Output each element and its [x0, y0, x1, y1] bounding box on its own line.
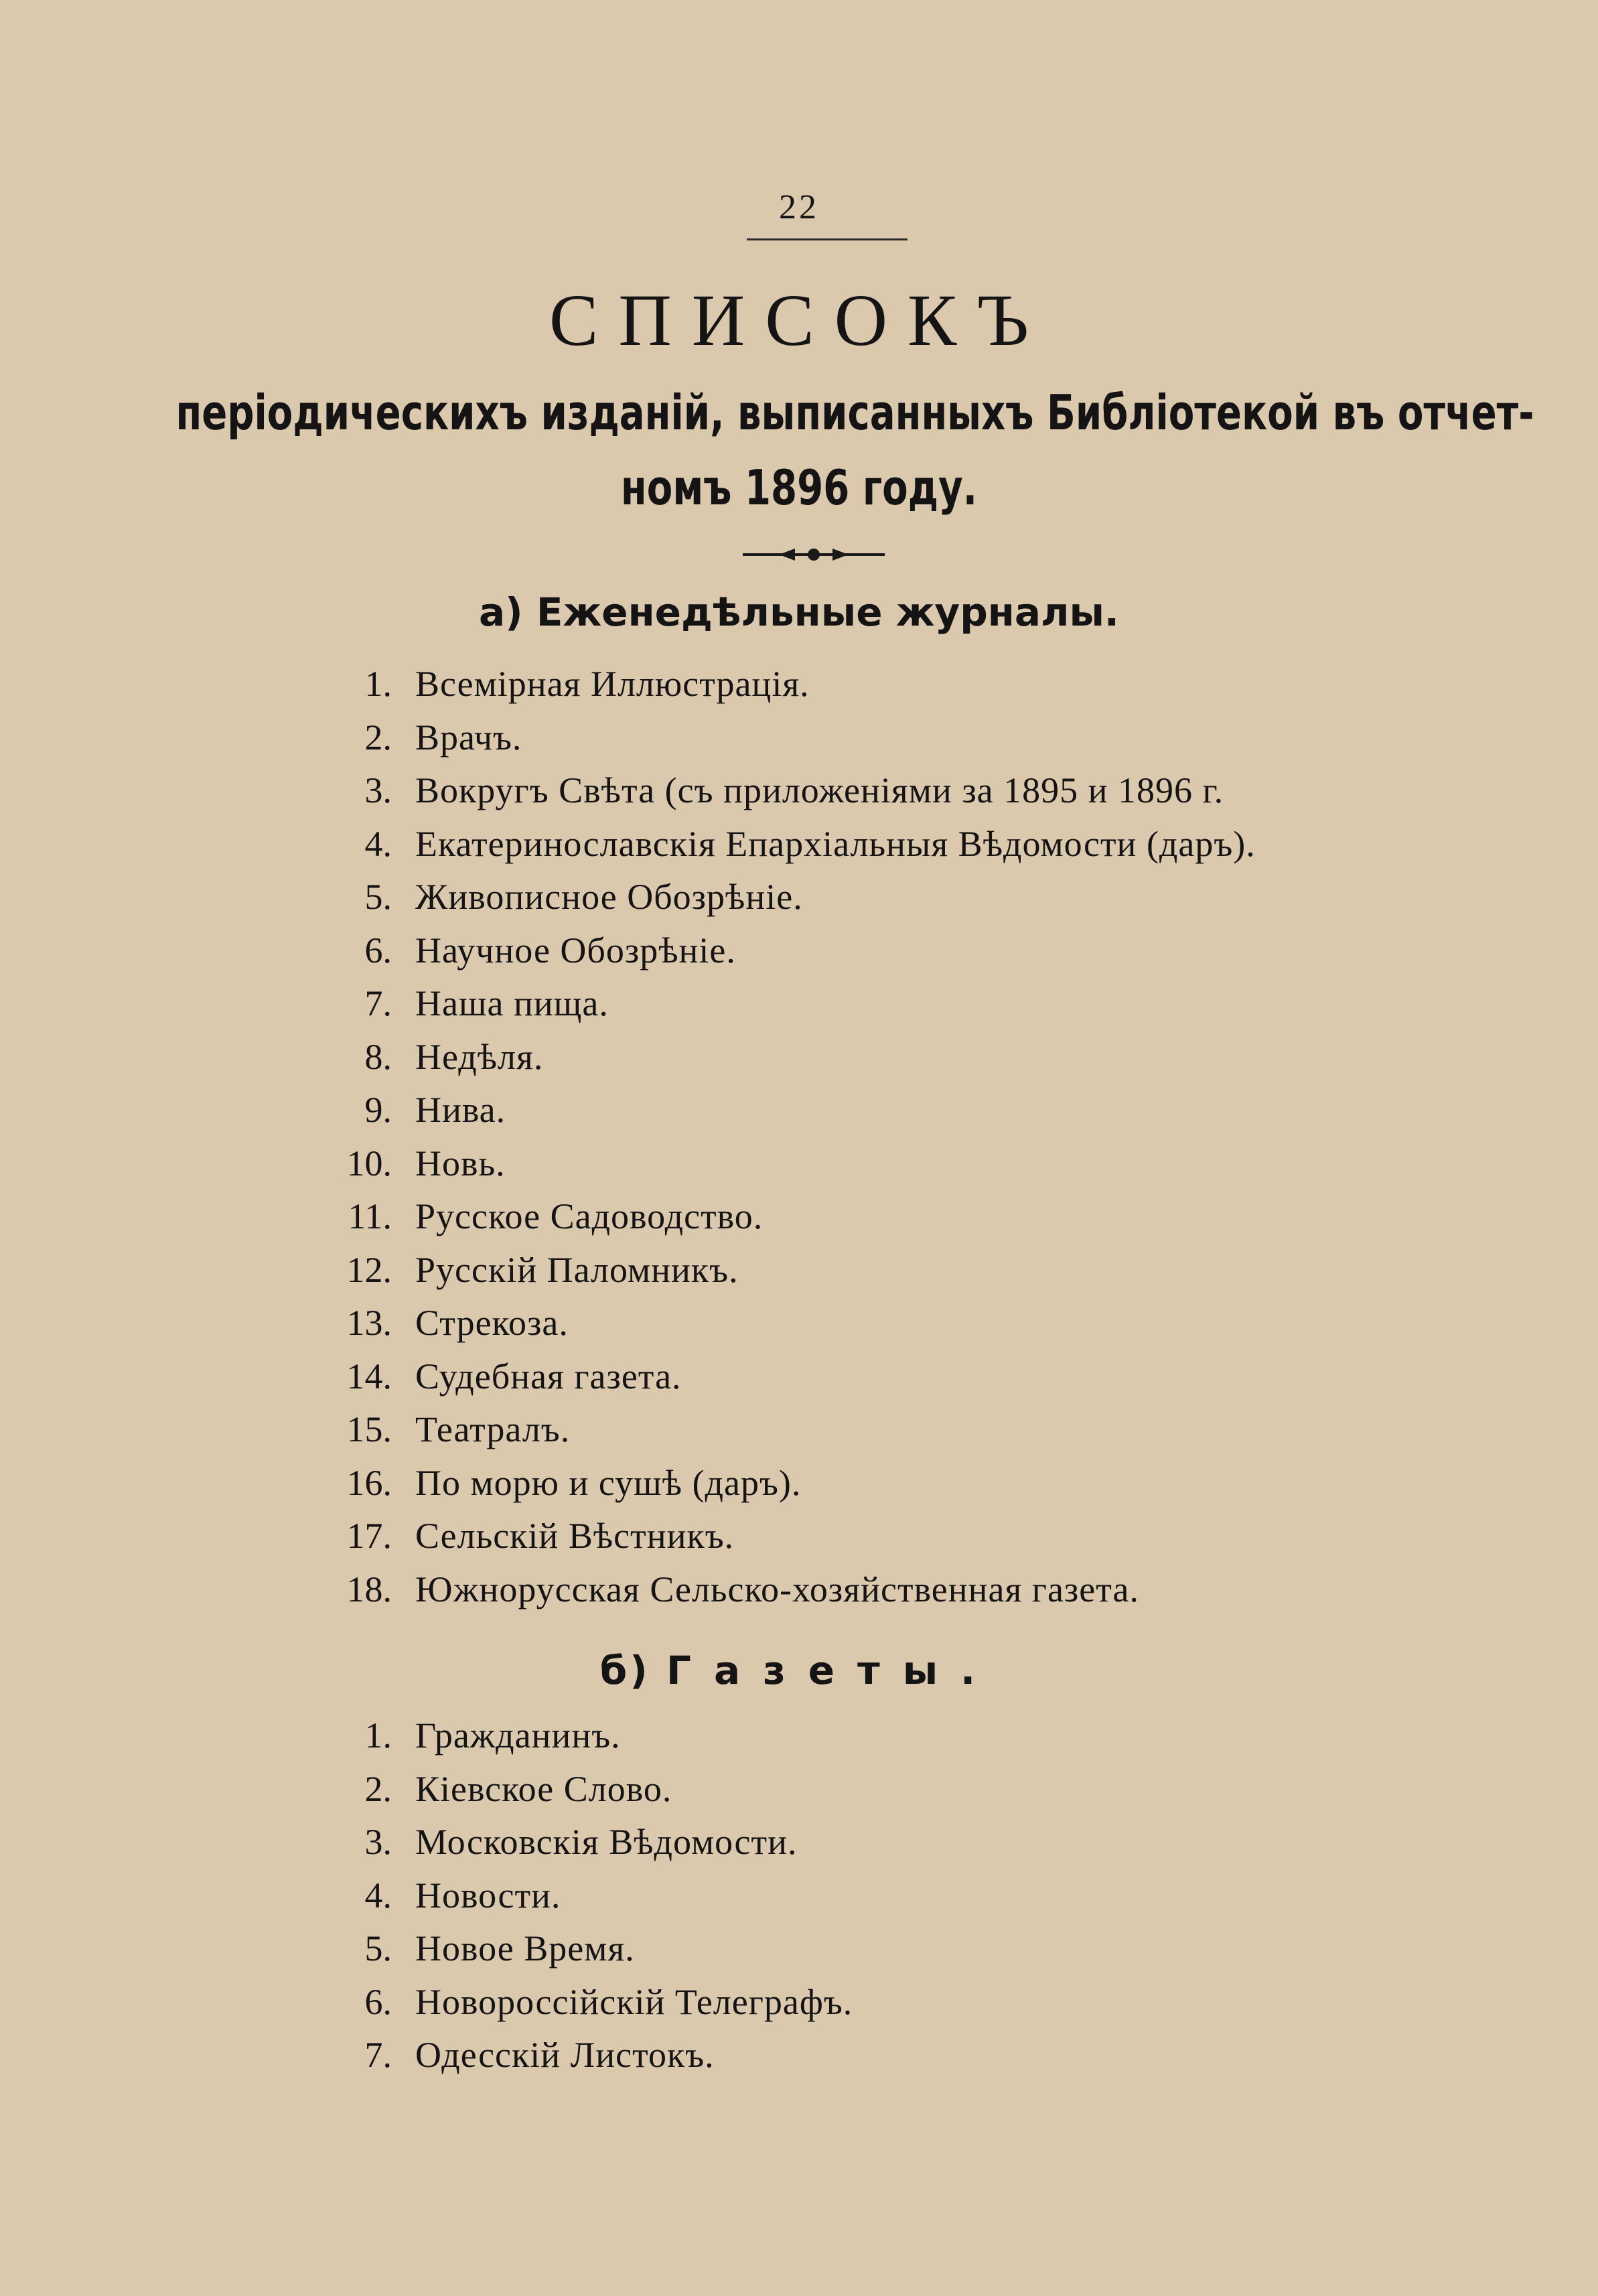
- page-subtitle: [175, 375, 1534, 525]
- section-b-heading: [0, 1648, 1598, 1693]
- list-item-text: Научное Обозрѣніе.: [415, 930, 736, 971]
- list-item-number: 10.: [346, 1143, 392, 1183]
- list-item-number: 4.: [364, 823, 392, 864]
- page-number: 22: [779, 188, 819, 226]
- list-item-text: Новое Время.: [415, 1928, 635, 1968]
- list-item-text: Русскій Паломникъ.: [415, 1249, 739, 1290]
- section-b-prefix: б): [599, 1648, 650, 1693]
- list-item-text: Московскія Вѣдомости.: [415, 1822, 798, 1862]
- list-item-text: Стрекоза.: [415, 1303, 569, 1343]
- subtitle-line-1: періодическихъ изданій, выписанныхъ Библіотекой въ отчет-: [175, 384, 1534, 441]
- list-item-text: По морю и сушѣ (даръ).: [415, 1462, 802, 1503]
- list-item-text: Недѣля.: [415, 1036, 544, 1077]
- list-item-text: Новороссійскій Телеграфъ.: [415, 1981, 853, 2022]
- list-item-number: 8.: [364, 1036, 392, 1077]
- section-b-title: Газеты.: [666, 1648, 999, 1693]
- list-item-number: 11.: [348, 1196, 392, 1236]
- list-item-text: Одесскій Листокъ.: [415, 2035, 715, 2075]
- list-item-text: Живописное Обозрѣніе.: [415, 877, 803, 917]
- list-item-text: Гражданинъ.: [415, 1715, 621, 1755]
- list-item-number: 7.: [364, 2035, 392, 2075]
- list-item-number: 15.: [346, 1409, 392, 1449]
- subtitle-line-2: номъ 1896 году.: [620, 459, 978, 516]
- list-item-number: 4.: [364, 1875, 392, 1916]
- list-item-text: Врачъ.: [415, 717, 522, 758]
- section-a-heading: [0, 589, 1598, 635]
- list-item-number: 9.: [364, 1090, 392, 1130]
- page-number-rule: [747, 238, 907, 240]
- list-item-text: Новь.: [415, 1143, 506, 1183]
- list-item-text: Русское Садоводство.: [415, 1196, 764, 1236]
- list-item-number: 7.: [364, 983, 392, 1023]
- list-item-text: Нива.: [415, 1090, 506, 1130]
- list-item-number: 1.: [364, 664, 392, 704]
- list-item-text: Наша пища.: [415, 983, 609, 1023]
- list-item-number: 1.: [364, 1715, 392, 1755]
- list-item-number: 6.: [364, 930, 392, 971]
- list-item-number: 18.: [346, 1569, 392, 1609]
- list-item-number: 16.: [346, 1462, 392, 1503]
- list-item-text: Театралъ.: [415, 1409, 571, 1449]
- list-item-text: Судебная газета.: [415, 1356, 682, 1396]
- list-item-text: Сельскій Вѣстникъ.: [415, 1516, 735, 1556]
- list-item-text: Вокругъ Свѣта (съ приложеніями за 1895 и 1896 г.: [415, 770, 1224, 810]
- list-item-number: 6.: [364, 1981, 392, 2022]
- list-item-text: Кіевское Слово.: [415, 1768, 672, 1809]
- list-item-number: 3.: [364, 770, 392, 810]
- list-item-number: 13.: [346, 1303, 392, 1343]
- list-item-number: 5.: [364, 1928, 392, 1968]
- list-item-number: 2.: [364, 717, 392, 758]
- list-item-number: 14.: [346, 1356, 392, 1396]
- list-item-number: 5.: [364, 877, 392, 917]
- list-item-number: 12.: [346, 1249, 392, 1290]
- list-item-number: 2.: [364, 1768, 392, 1809]
- section-a-title: Еженедѣльные журналы.: [536, 589, 1119, 635]
- page-title: СПИСОКЪ: [549, 279, 1049, 361]
- list-item-number: 3.: [364, 1822, 392, 1862]
- list-item-text: Южнорусская Сельско-хозяйственная газета.: [415, 1569, 1139, 1609]
- list-item-text: Новости.: [415, 1875, 561, 1916]
- list-item-number: 17.: [346, 1516, 392, 1556]
- fleuron-divider-icon: [740, 541, 887, 568]
- section-a-prefix: а): [479, 589, 523, 635]
- list-item-text: Екатеринославскія Епархіальныя Вѣдомости (даръ).: [415, 823, 1256, 864]
- list-item-text: Всемірная Иллюстрація.: [415, 664, 810, 704]
